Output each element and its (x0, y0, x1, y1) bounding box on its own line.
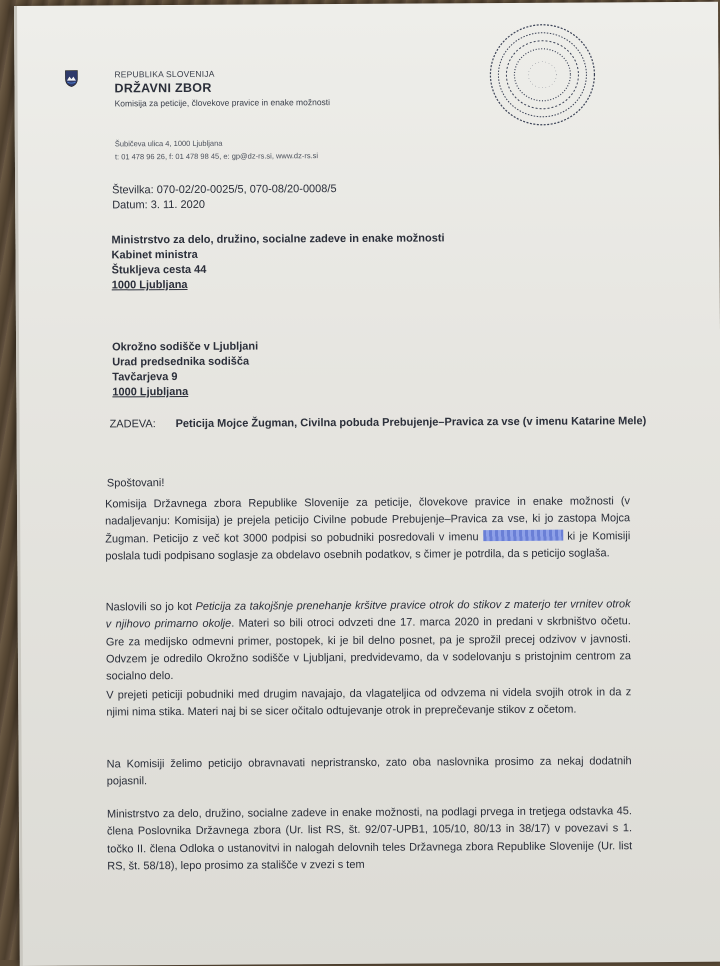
document-page (14, 2, 720, 966)
sender-address: Šubičeva ulica 4, 1000 Ljubljana (114, 138, 223, 149)
recipient-city: 1000 Ljubljana (111, 278, 188, 292)
paragraph-1-part-a: Komisija Državnega zbora Republike Slovenije za peticije, človekove pravice in enake možnosti (v nadaljevanju: Komisija) je prejela peticijo Civilne pobude Prebujenje–Pravica za vse, ki jo zastopa Mojca Žugman. Peticijo z več kot 3000 podpisi so pobudniki posredovali v imenu (105, 495, 631, 546)
redacted-name (483, 529, 563, 540)
recipient-name: Ministrstvo za delo, družino, socialne zadeve in enake možnosti (111, 232, 445, 247)
paragraph-1-part-b: ki je Komisiji poslala tudi podpisano soglasje za obdelavo osebnih podatkov, s čimer je potrdila, da s peticijo soglaša. (105, 529, 631, 563)
sender-contacts: t: 01 478 96 26, f: 01 478 98 45, e: gp@dz-rs.si, www.dz-rs.si (114, 151, 319, 162)
recipient-street: Tavčarjeva 9 (112, 371, 178, 384)
paragraph-3: V prejeti peticiji pobudniki med drugim navajajo, da vlagateljica od odvzema ni videla svojih otrok in da z njimi nima stika. Materi naj bi se sicer očitalo odtujevanje otrok in preprečevanje stikov z očetom. (106, 686, 632, 719)
recipient-office: Kabinet ministra (111, 248, 198, 262)
coat-of-arms-icon (64, 70, 78, 88)
subject-label: ZADEVA: (109, 418, 156, 431)
republic-label: REPUBLIKA SLOVENIJA (114, 68, 215, 80)
paragraph-2 (106, 596, 632, 686)
paragraph-2-part-b: . Materi so bili otroci odvzeti dne 17. marca 2020 in predani v skrbništvo očetu. Gre za medijsko odmevni primer, postopek, ki je bil delno posnet, pa je sprožil precej odzivov v javnosti. Odvzem je odredilo Okrožno sodišče v Ljubljani, predvidevamo, da v sodelovanju s pristojnim centrom za socialno delo. (105, 615, 632, 683)
recipient-office: Urad predsednika sodišča (112, 355, 250, 369)
recipient-ministry (111, 231, 445, 293)
reference-block (112, 182, 337, 213)
recipient-court (112, 340, 258, 401)
petition-title: Peticija za takojšnje prenehanje kršitve pravice otrok do stikov z materjo ter vrnitev otrok v njihovo primarno okolje (105, 598, 631, 631)
paragraph-5: Ministrstvo za delo, družino, socialne zadeve in enake možnosti, na podlagi prvega in tretjega odstavka 45. člena Poslovnika Državnega zbora (Ur. list RS, št. 92/07-UPB1, 105/10, 80/13 in 38/17) v povezavi s 1. točko II. člena Odloka o ustanovitvi in nalogah delovnih teles Državnega zbora Republike Slovenije (Ur. list RS, št. 58/18), lepo prosimo za stališče v zvezi s tem (106, 805, 633, 873)
commission-name: Komisija za peticije, človekove pravice in enake možnosti (114, 97, 331, 109)
reference-number: Številka: 070-02/20-0025/5, 070-08/20-0008/5 (112, 183, 337, 197)
salutation: Spoštovani! (106, 477, 165, 490)
recipient-city: 1000 Ljubljana (112, 385, 189, 399)
official-stamp-icon (486, 20, 599, 129)
paragraph-1 (105, 493, 630, 565)
paragraph-4: Na Komisiji želimo peticijo obravnavati nepristransko, zato oba naslovnika prosimo za nekaj dodatnih pojasnil. (106, 755, 632, 788)
paragraph-2-part-a: Naslovili so jo kot (105, 600, 193, 614)
recipient-name: Okrožno sodišče v Ljubljani (112, 340, 259, 354)
subject-text: Peticija Mojce Žugman, Civilna pobuda Prebujenje–Pravica za vse (v imenu Katarine Mele) (175, 415, 647, 431)
reference-date: Datum: 3. 11. 2020 (112, 198, 206, 212)
institution-name: DRŽAVNI ZBOR (114, 80, 212, 96)
recipient-street: Štukljeva cesta 44 (111, 263, 207, 277)
